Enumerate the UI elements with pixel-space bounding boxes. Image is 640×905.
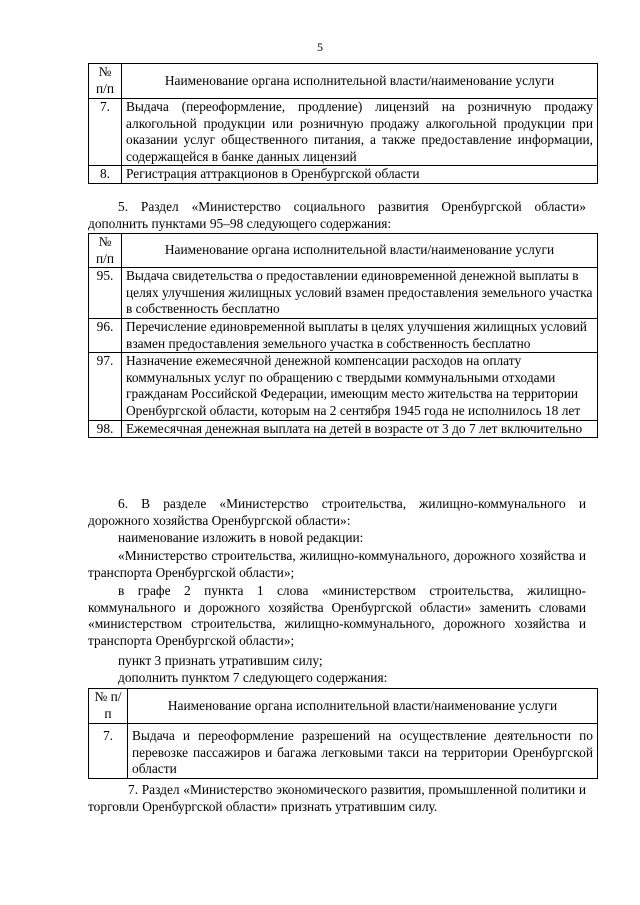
paragraph-6e: дополнить пунктом 7 следующего содержания: bbox=[118, 670, 388, 685]
table-row bbox=[89, 724, 598, 779]
paragraph-6a: наименование изложить в новой редакции: bbox=[118, 530, 364, 545]
services-table-3 bbox=[88, 688, 598, 779]
header-name: Наименование органа исполнительной власти/наименование услуги bbox=[122, 64, 598, 99]
paragraph-6c: в графе 2 пункта 1 слова «министерством строительства, жилищно-коммунального и дорожного хозяйства Оренбургской области» заменить словами «министерством строительства, жилищно-коммунального, дорожного хозяйства и транспорта Оренбургской области»; bbox=[88, 583, 586, 648]
row-num: 97. bbox=[89, 353, 122, 420]
row-num: 96. bbox=[89, 318, 122, 352]
row-num: 98. bbox=[89, 420, 122, 438]
table-row bbox=[89, 353, 598, 420]
paragraph-7: 7. Раздел «Министерство экономического развития, промышленной политики и торговли Оренбургской области» признать утратившим силу. bbox=[88, 782, 586, 814]
row-text: Назначение ежемесячной денежной компенсации расходов на оплату коммунальных услуг по обращению с твердыми коммунальными отходами гражданам Российской Федерации, имеющим место жительства на территории Оренбургской области, которым на 2 сентября 1945 года не исполнилось 18 лет bbox=[122, 353, 598, 420]
table-row bbox=[89, 99, 598, 166]
table-row bbox=[89, 166, 598, 184]
row-text: Ежемесячная денежная выплата на детей в возрасте от 3 до 7 лет включительно bbox=[122, 420, 598, 438]
header-num: № п/п bbox=[89, 64, 122, 99]
row-num: 7. bbox=[89, 724, 128, 779]
header-num: № п/п bbox=[89, 234, 122, 268]
table-header-row bbox=[89, 689, 598, 724]
header-name: Наименование органа исполнительной власти/наименование услуги bbox=[128, 689, 598, 724]
row-num: 8. bbox=[89, 166, 122, 184]
table-row bbox=[89, 268, 598, 319]
row-text: Перечисление единовременной выплаты в целях улучшения жилищных условий взамен предоставления земельного участка в собственность бесплатно bbox=[122, 318, 598, 352]
paragraph-6: 6. В разделе «Министерство строительства, жилищно-коммунального и дорожного хозяйства Оренбургской области»: bbox=[88, 496, 586, 528]
row-text: Выдача свидетельства о предоставлении единовременной денежной выплаты в целях улучшения жилищных условий взамен предоставления земельного участка в собственность бесплатно bbox=[122, 268, 598, 319]
row-num: 95. bbox=[89, 268, 122, 319]
paragraph-6d: пункт 3 признать утратившим силу; bbox=[118, 653, 323, 668]
services-table-2 bbox=[88, 233, 598, 438]
paragraph-5: 5. Раздел «Министерство социального развития Оренбургской области» дополнить пунктами 95–98 следующего содержания: bbox=[88, 199, 586, 231]
services-table-1 bbox=[88, 63, 598, 184]
header-name: Наименование органа исполнительной власти/наименование услуги bbox=[122, 234, 598, 268]
table-row bbox=[89, 318, 598, 352]
table-row bbox=[89, 420, 598, 438]
row-text: Регистрация аттракционов в Оренбургской области bbox=[122, 166, 598, 184]
page-number: 5 bbox=[317, 40, 323, 54]
row-text: Выдача и переоформление разрешений на осуществление деятельности по перевозке пассажиров и багажа легковыми такси на территории Оренбургской области bbox=[128, 724, 598, 779]
header-num: № п/п bbox=[89, 689, 128, 724]
table-header-row bbox=[89, 234, 598, 268]
row-text: Выдача (переоформление, продление) лицензий на розничную продажу алкогольной продукции или розничную продажу алкогольной продукции при оказании услуг общественного питания, а также предоставление информации, содержащейся в банке данных лицензий bbox=[122, 99, 598, 166]
table-header-row bbox=[89, 64, 598, 99]
row-num: 7. bbox=[89, 99, 122, 166]
paragraph-6b: «Министерство строительства, жилищно-коммунального, дорожного хозяйства и транспорта Оренбургской области»; bbox=[88, 548, 586, 580]
